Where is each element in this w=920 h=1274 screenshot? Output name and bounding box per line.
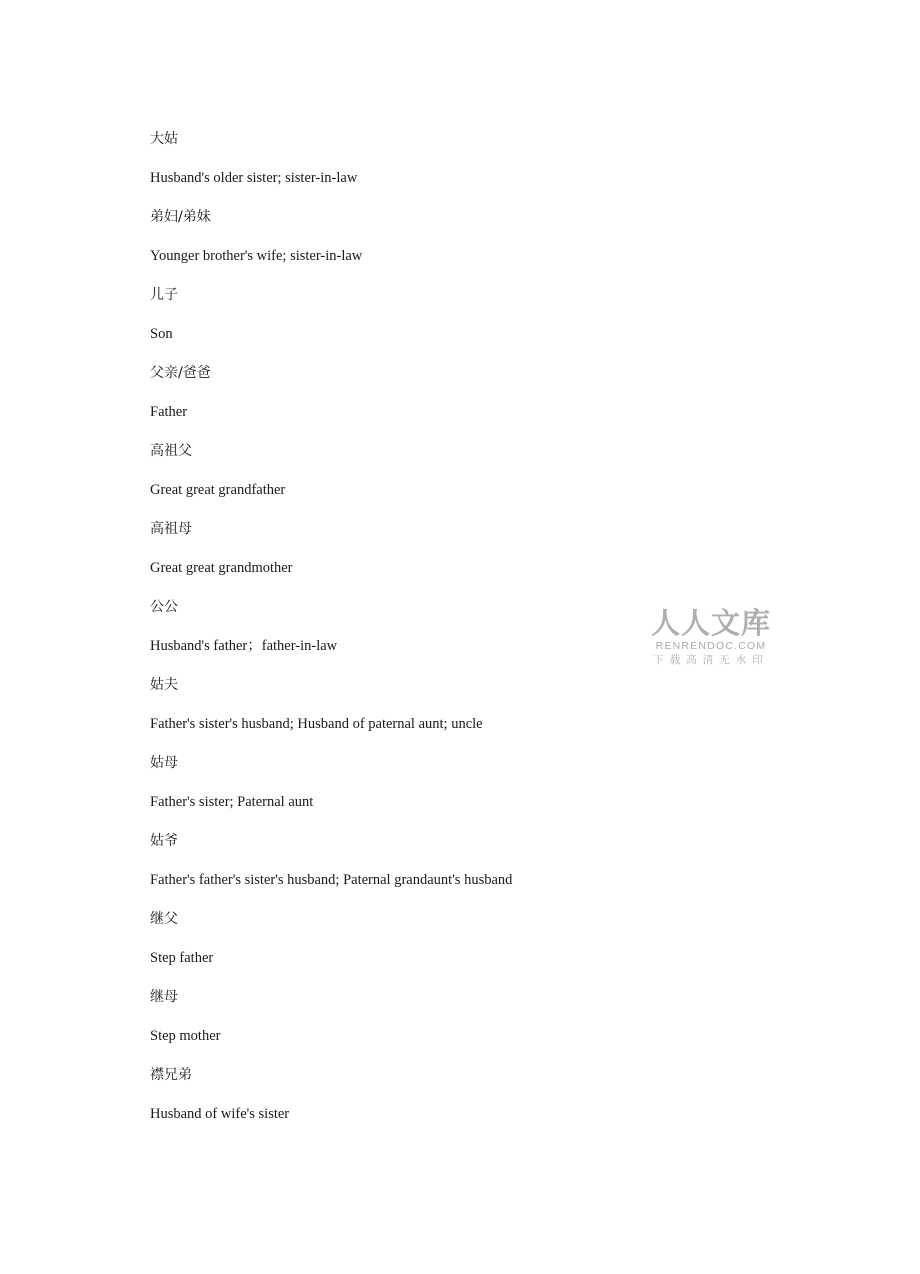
term-english: Father's sister's husband; Husband of paternal aunt; uncle [150,716,483,732]
term-chinese: 襟兄弟 [150,1067,192,1083]
term-english: Son [150,326,173,342]
term-english: Great great grandfather [150,482,286,498]
term-chinese: 继母 [150,989,178,1005]
term-chinese: 高祖父 [150,443,192,459]
term-chinese: 公公 [150,599,178,615]
term-chinese: 姑母 [150,755,178,771]
term-chinese: 父亲/爸爸 [150,365,211,381]
term-chinese: 弟妇/弟妹 [150,209,211,225]
watermark-domain: RENRENDOC.COM [655,640,767,652]
term-english: Great great grandmother [150,560,293,576]
term-english: Husband of wife's sister [150,1106,290,1122]
term-chinese: 大姑 [150,131,178,147]
term-english: Husband's father；father-in-law [150,638,338,654]
term-chinese: 姑爷 [150,833,178,849]
term-chinese: 姑夫 [150,677,178,693]
watermark-title: 人人文库 [650,606,771,640]
term-chinese: 继父 [150,911,178,927]
term-english: Younger brother's wife; sister-in-law [150,248,363,264]
term-chinese: 儿子 [150,287,178,303]
term-english: Husband's older sister; sister-in-law [150,170,358,186]
term-english: Father's sister; Paternal aunt [150,794,314,810]
term-english: Step father [150,950,214,966]
watermark-slogan: 下载高清无水印 [653,654,769,666]
term-chinese: 高祖母 [150,521,192,537]
term-english: Step mother [150,1028,221,1044]
term-english: Father [150,404,188,420]
watermark [646,606,776,667]
term-english: Father's father's sister's husband; Paternal grandaunt's husband [150,872,513,888]
